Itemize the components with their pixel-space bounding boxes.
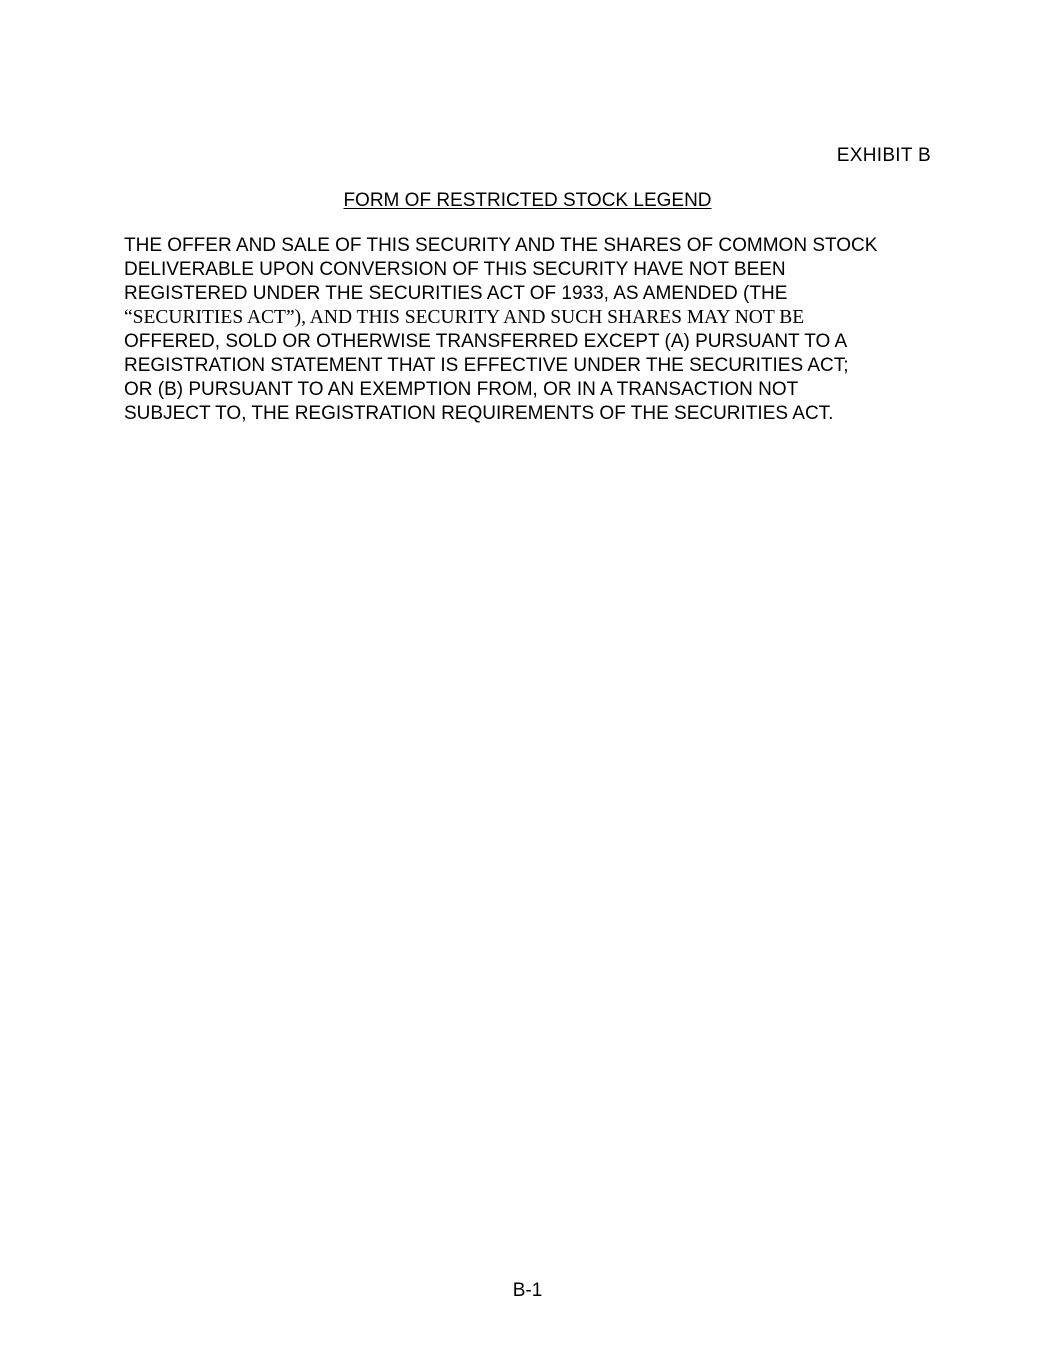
legend-line: REGISTRATION STATEMENT THAT IS EFFECTIVE UNDER THE SECURITIES ACT; [124,355,849,376]
legend-line: DELIVERABLE UPON CONVERSION OF THIS SECURITY HAVE NOT BEEN [124,259,786,280]
legend-line: “SECURITIES ACT”), AND THIS SECURITY AND SUCH SHARES MAY NOT BE [124,307,805,328]
exhibit-label: EXHIBIT B [836,145,931,166]
legend-line: REGISTERED UNDER THE SECURITIES ACT OF 1933, AS AMENDED (THE [124,283,788,304]
page-number: B-1 [512,1280,543,1301]
legend-line: THE OFFER AND SALE OF THIS SECURITY AND THE SHARES OF COMMON STOCK [124,235,878,256]
legend-line: SUBJECT TO, THE REGISTRATION REQUIREMENTS OF THE SECURITIES ACT. [124,403,834,424]
legend-line: OR (B) PURSUANT TO AN EXEMPTION FROM, OR IN A TRANSACTION NOT [124,379,799,400]
legend-line: OFFERED, SOLD OR OTHERWISE TRANSFERRED EXCEPT (A) PURSUANT TO A [124,331,848,352]
legend-body [124,234,924,426]
legend-title: FORM OF RESTRICTED STOCK LEGEND [343,190,712,211]
